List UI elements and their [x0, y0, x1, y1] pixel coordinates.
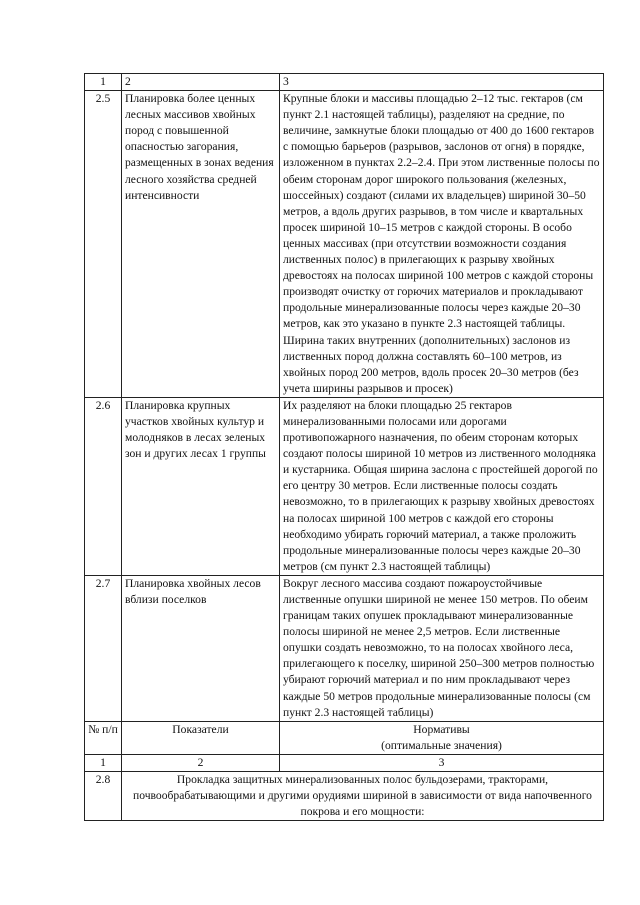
column-header-norms-subtitle: (оптимальные значения): [381, 738, 502, 752]
column-header-norms-title: Нормативы: [413, 722, 470, 736]
column-header-norms: [280, 721, 604, 754]
numbering-col-2: 2: [122, 754, 280, 771]
row-number: 2.5: [85, 91, 122, 398]
column-header-indicators: Показатели: [122, 721, 280, 754]
row-text: Вокруг лесного массива создают пожароустойчивые лиственные опушки шириной не менее 150 метров. По обеим границам таких опушек прокладывают минерализованные полосы шириной не менее 2,5 метров. Если лиственные опушки создать невозможно, то на полосах хвойного леса, прилегающего к поселку, шириной 250–300 метров полностью убирают горючий материал и по ним прокладывают через каждые 50 метров продольные минерализованные полосы (см пункт 2.3 настоящей таблицы): [280, 575, 604, 721]
column-header-number: № п/п: [85, 721, 122, 754]
table-row: [85, 91, 604, 398]
table-row: [85, 575, 604, 721]
row-title: Планировка крупных участков хвойных культур и молодняков в лесах зеленых зон и других лесах 1 группы: [122, 397, 280, 575]
fire-prevention-norms-table: [84, 73, 604, 821]
row-number: 2.6: [85, 397, 122, 575]
row-title: Планировка более ценных лесных массивов хвойных пород с повышенной опасностью загорания, размещенных в зонах ведения лесного хозяйства средней интенсивности: [122, 91, 280, 398]
header-col-1: 1: [85, 74, 122, 91]
numbering-col-3: 3: [280, 754, 604, 771]
column-header-row: [85, 721, 604, 754]
row-number: 2.7: [85, 575, 122, 721]
row-text: Их разделяют на блоки площадью 25 гектаров минерализованными полосами или дорогами противопожарного назначения, по обеим сторонам которых создают полосы шириной 10 метров из лиственного молодняка и кустарника. Общая ширина заслона с простейшей дорогой по его центру 30 метров. Если лиственные полосы создать невозможно, то в прилегающих к разрыву хвойных древостоях на полосах шириной 100 метров с каждой его стороны необходимо убирать горючий материал, а также проложить продольные минерализованные полосы через каждые 20–30 метров (см пункт 2.3 настоящей таблицы): [280, 397, 604, 575]
row-text: Крупные блоки и массивы площадью 2–12 тыс. гектаров (см пункт 2.1 настоящей таблицы), разделяют на средние, по величине, замкнутые блоки площадью от 400 до 1600 гектаров с помощью барьеров (разрывов, заслонов от огня) в порядке, изложенном в пунктах 2.2–2.4. При этом лиственные полосы по обеим сторонам дорог широкого пользования (железных, шоссейных) создают (силами их владельцев) шириной 30–50 метров, а вдоль других разрывов, в том числе и квартальных просек шириной 10–15 метров с каждой стороны. В особо ценных массивах (при отсутствии возможности создания лиственных полос) в прилегающих к разрыву хвойных древостоях на полосах шириной 100 метров с каждой стороны производят очистку от горючих материалов и прокладывают продольные минерализованные полосы через каждые 20–30 метров, как это указано в пункте 2.3 настоящей таблицы. Ширина таких внутренних (дополнительных) заслонов из лиственных пород должна составлять 60–100 метров, из хвойных пород 200 метров, вдоль просек 20–30 метров (без учета ширины разрывов и просек): [280, 91, 604, 398]
table-row: [85, 397, 604, 575]
row-title: Планировка хвойных лесов вблизи поселков: [122, 575, 280, 721]
numbering-col-1: 1: [85, 754, 122, 771]
table-row: [85, 772, 604, 821]
header-row: [85, 74, 604, 91]
row-text-spanning: Прокладка защитных минерализованных полос бульдозерами, тракторами, почвообрабатывающими и другими орудиями шириной в зависимости от вида напочвенного покрова и его мощности:: [122, 772, 604, 821]
header-col-2: 2: [122, 74, 280, 91]
row-number: 2.8: [85, 772, 122, 821]
numbering-row: [85, 754, 604, 771]
header-col-3: 3: [280, 74, 604, 91]
